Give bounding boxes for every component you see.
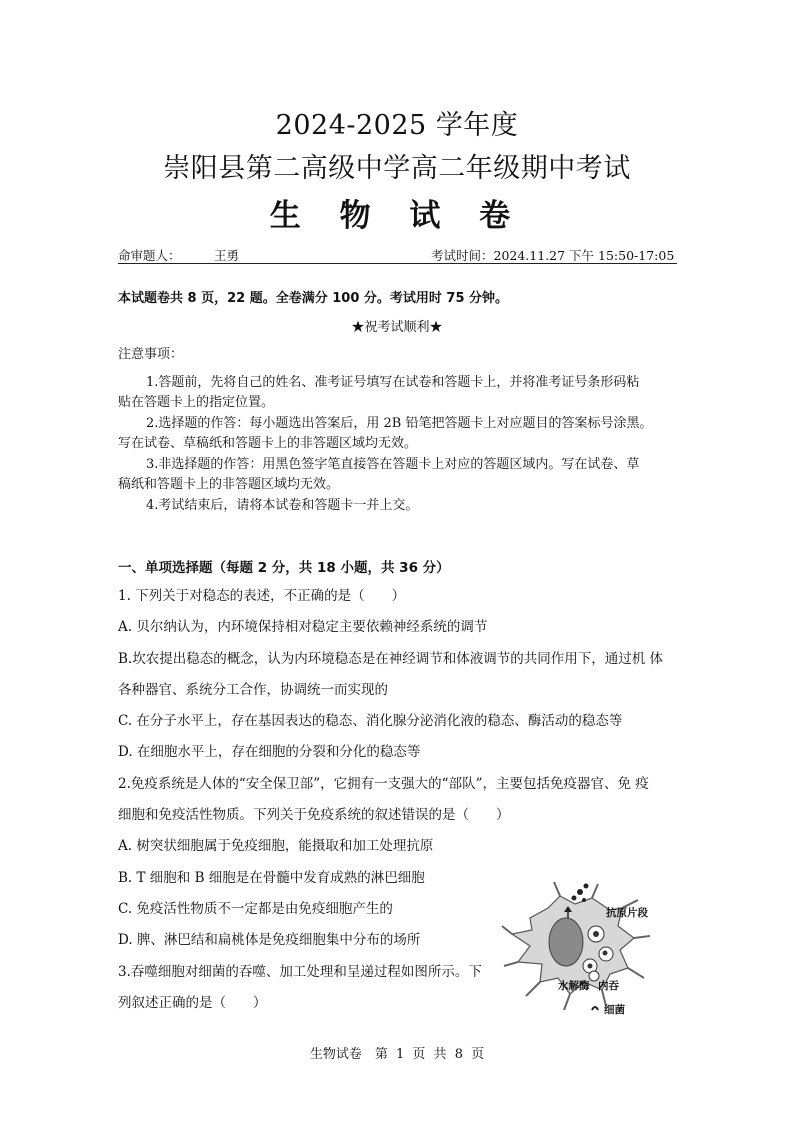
question-line: A. 树突状细胞属于免疫细胞，能摄取和加工处理抗原 (118, 838, 434, 854)
exam-time: 考试时间：2024.11.27 下午 15:50-17:05 (431, 248, 675, 263)
author-name: 王勇 (214, 248, 240, 263)
question-line: 1. 下列关于对稳态的表述，不正确的是（ ） (118, 588, 406, 604)
note-line: 写在试卷、草稿纸和答题卡上的非答题区域均无效。 (118, 436, 418, 451)
note-line: 稿纸和答题卡上的非答题区域均无效。 (118, 477, 340, 492)
question-line: 细胞和免疫活性物质。下列关于免疫系统的叙述错误的是（ ） (118, 807, 510, 823)
exam-year: 2024-2025 学年度 (275, 110, 519, 141)
author-label: 命审题人： (118, 248, 181, 263)
header-divider (118, 263, 677, 264)
hydrolase-label: 水解酶 (558, 980, 590, 992)
exam-summary: 本试题卷共 8 页，22 题。全卷满分 100 分。考试用时 75 分钟。 (118, 291, 509, 306)
note-line: 1.答题前，先将自己的姓名、准考证号填写在试卷和答题卡上，并将准考证号条形码粘 (146, 375, 640, 390)
bacteria-label: 细菌 (604, 1004, 625, 1016)
question-line: 2.免疫系统是人体的“安全保卫部”，它拥有一支强大的“部队”，主要包括免疫器官、免 疫 (118, 776, 649, 792)
endocytosis-label: 内吞 (598, 980, 619, 992)
page-footer: 生物试卷 第 1 页 共 8 页 (309, 1047, 485, 1062)
question-line: 列叙述正确的是（ ） (118, 995, 267, 1011)
question-line: D. 在细胞水平上，存在细胞的分裂和分化的稳态等 (118, 744, 421, 760)
question-line: B.坎农提出稳态的概念，认为内环境稳态是在神经调节和体液调节的共同作用下，通过机 体 (118, 651, 664, 667)
notes-title: 注意事项： (118, 347, 184, 362)
section-heading: 一、单项选择题（每题 2 分，共 18 小题，共 36 分） (118, 560, 450, 576)
note-line: 贴在答题卡上的指定位置。 (118, 395, 275, 410)
subject-title: 生 物 试 卷 (269, 198, 525, 234)
question-line: C. 免疫活性物质不一定都是由免疫细胞产生的 (118, 901, 393, 917)
question-line: B. T 细胞和 B 细胞是在骨髓中发育成熟的淋巴细胞 (118, 870, 425, 886)
note-line: 4.考试结束后，请将本试卷和答题卡一并上交。 (146, 498, 419, 513)
question-line: A. 贝尔纳认为，内环境保持相对稳定主要依赖神经系统的调节 (118, 619, 488, 635)
note-line: 2.选择题的作答：每小题选出答案后，用 2B 铅笔把答题卡上对应题目的答案标号涂黑。 (146, 416, 653, 431)
phagocyte-figure (500, 878, 690, 1018)
question-line: C. 在分子水平上，存在基因表达的稳态、消化腺分泌消化液的稳态、酶活动的稳态等 (118, 713, 623, 729)
antigen-fragment-label: 抗原片段 (606, 907, 648, 919)
phagocyte-illustration (500, 878, 690, 1018)
note-line: 3.非选择题的作答：用黑色签字笔直接答在答题卡上对应的答题区域内。写在试卷、草 (146, 457, 640, 472)
question-line: 各种器官、系统分工合作，协调统一而实现的 (118, 682, 388, 698)
good-luck: ★祝考试顺利★ (351, 320, 443, 335)
exam-name: 崇阳县第二高级中学高二年级期中考试 (163, 153, 631, 184)
question-line: D. 脾、淋巴结和扁桃体是免疫细胞集中分布的场所 (118, 932, 421, 948)
question-line: 3.吞噬细胞对细菌的吞噬、加工处理和呈递过程如图所示。下 (118, 964, 482, 980)
